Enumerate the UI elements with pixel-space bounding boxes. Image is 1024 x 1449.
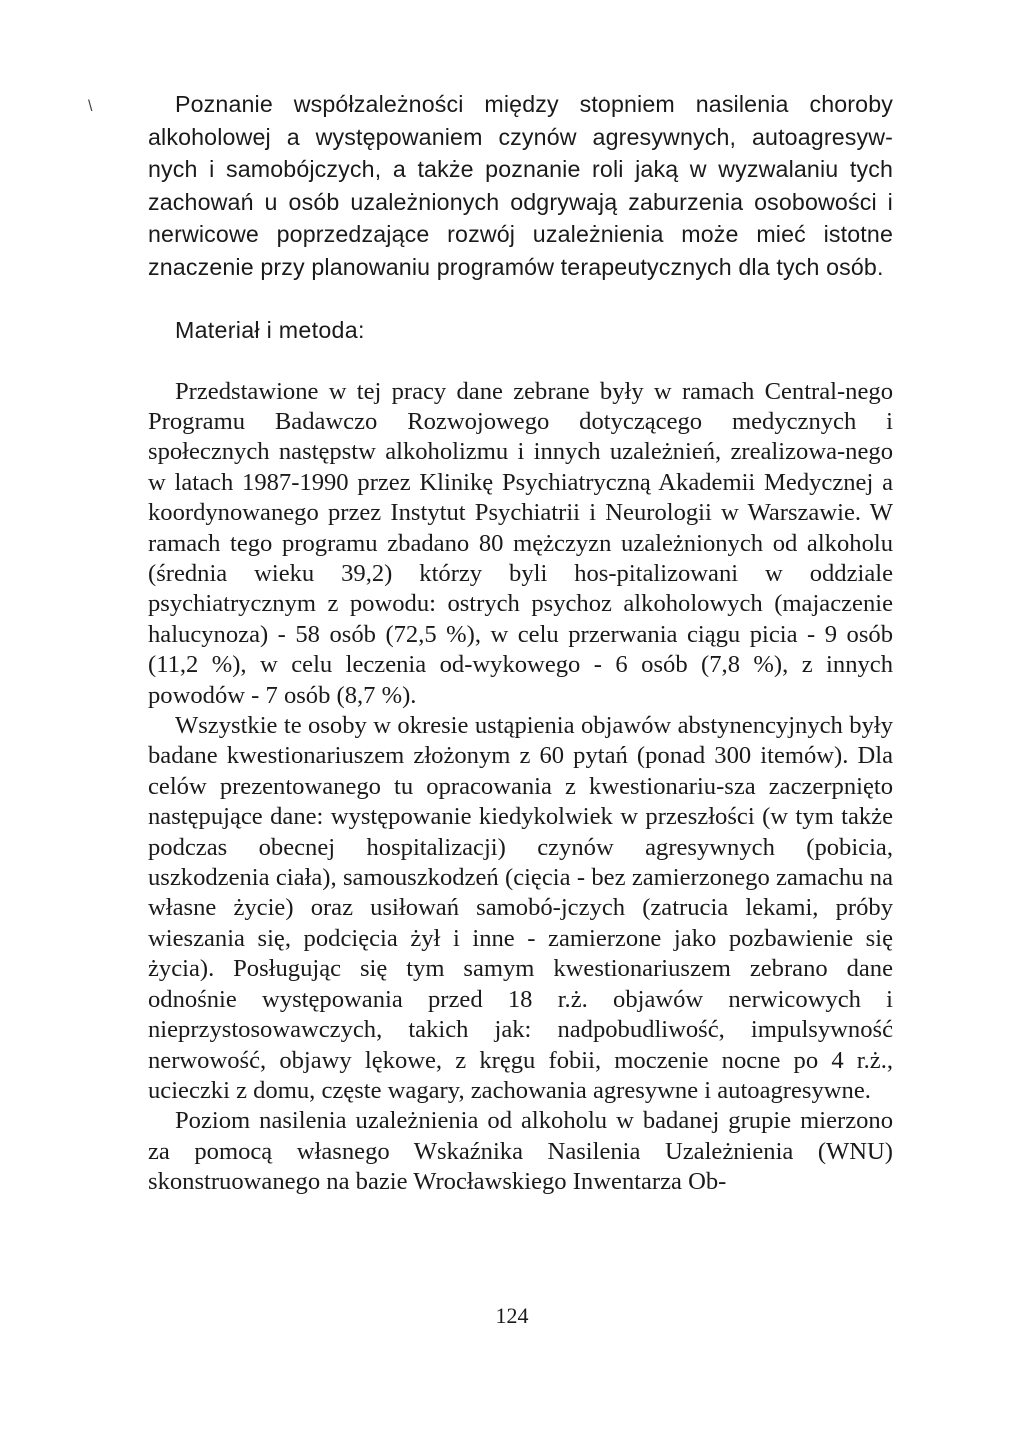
section-heading: Materiał i metoda:: [175, 316, 365, 343]
page-number: 124: [495, 1303, 529, 1328]
method-paragraph: Przedstawione w tej pracy dane zebrane były w ramach Central-nego Programu Badawczo Rozwojowego dotyczącego medycznych i społecznych następstw alkoholizmu i innych uzależnień, zrealizowa-nego w latach 1987-1990 przez Klinikę Psychiatryczną Akademii Medycznej a koordynowanego przez Instytut Psychiatrii i Neurologii w Warszawie. W ramach tego programu zbadano 80 mężczyzn uzależnionych od alkoholu (średnia wieku 39,2) którzy byli hos-pitalizowani w oddziale psychiatrycznym z powodu: ostrych psychoz alkoholowych (majaczenie halucynoza) - 58 osób (72,5 %), w celu przerwania ciągu picia - 9 osób (11,2 %), w celu leczenia od-wykowego - 6 osób (7,8 %), z innych powodów - 7 osób (8,7 %).: [148, 377, 893, 709]
stray-scan-mark: \: [88, 98, 93, 115]
document-page: [148, 88, 893, 1198]
method-paragraph: Wszystkie te osoby w okresie ustąpienia objawów abstynencyjnych były badane kwestionariuszem złożonym z 60 pytań (ponad 300 itemów). Dla celów prezentowanego tu opracowania z kwestionariu-sza zaczerpnięto następujące dane: występowanie kiedykolwiek w przeszłości (w tym także podczas obecnej hospitalizacji) czynów agresywnych (pobicia, uszkodzenia ciała), samouszkodzeń (cięcia - bez zamierzonego zamachu na własne życie) oraz usiłowań samobó-jczych (zatrucia lekami, próby wieszania się, podcięcia żył i inne - zamierzone jako pozbawienie się życia). Posługując się tym samym kwestionariuszem zebrano dane odnośnie występowania przed 18 r.ż. objawów nerwicowych i nieprzystosowawczych, takich jak: nadpobudliwość, impulsywność nerwowość, objawy lękowe, z kręgu fobii, moczenie nocne po 4 r.ż., ucieczki z domu, częste wagary, zachowania agresywne i autoagresywne.: [148, 712, 893, 1104]
intro-paragraph: Poznanie współzależności między stopniem nasilenia choroby alkoholowej a występowaniem czynów agresywnych, autoagresyw-nych i samobójczych, a także poznanie roli jaką w wyzwalaniu tych zachowań u osób uzależnionych odgrywają zaburzenia osobowości i nerwicowe poprzedzające rozwój uzależnienia może mieć istotne znaczenie przy planowaniu programów terapeutycznych dla tych osób.: [148, 91, 893, 280]
method-paragraph: Poziom nasilenia uzależnienia od alkoholu w badanej grupie mierzono za pomocą własnego Wskaźnika Nasilenia Uzależnienia (WNU) skonstruowanego na bazie Wrocławskiego Inwentarza Ob-: [148, 1107, 893, 1196]
